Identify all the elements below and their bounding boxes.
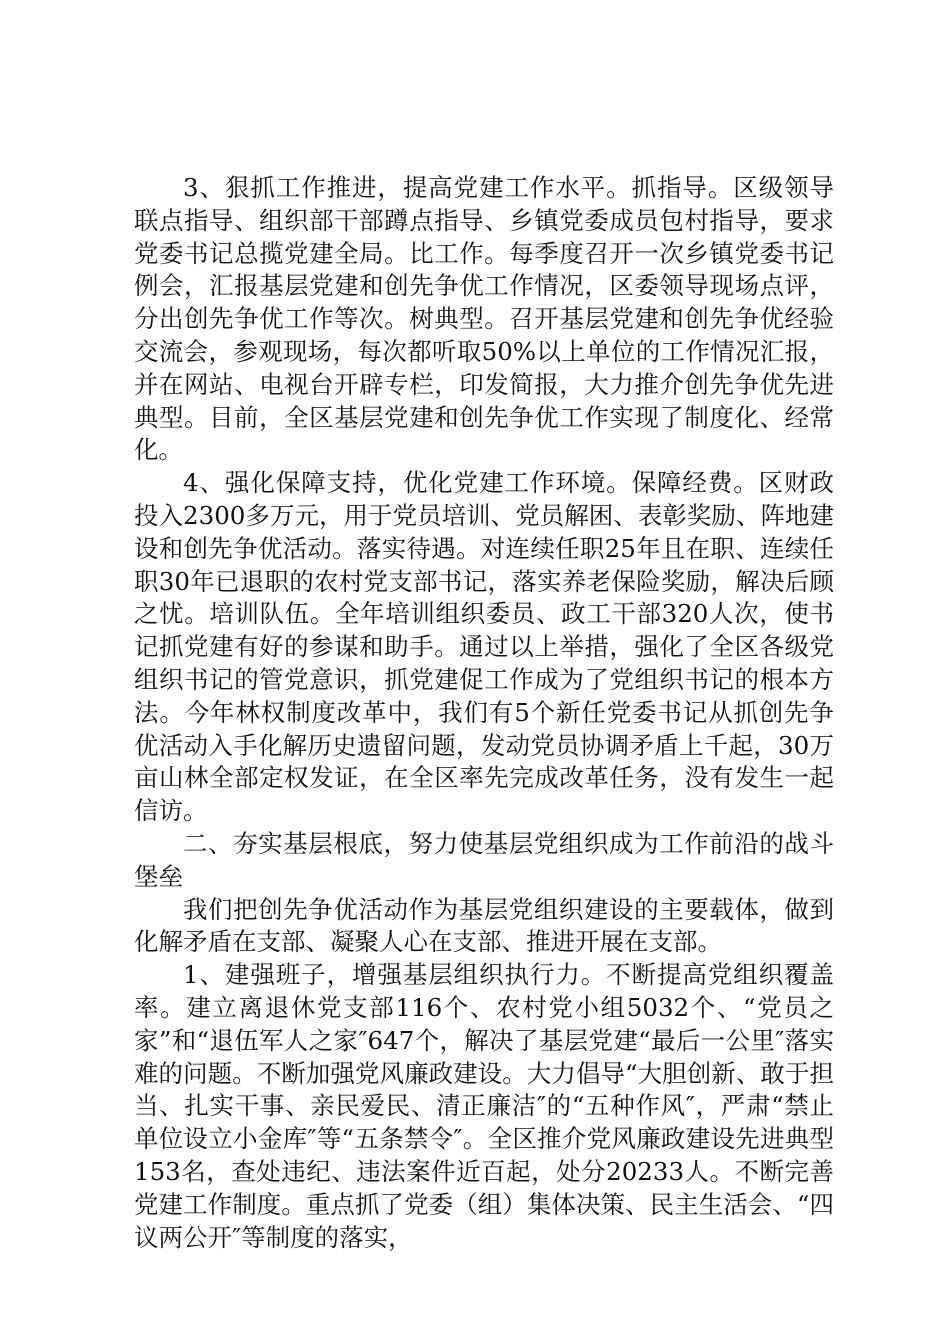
paragraph-carrier-intro: 我们把创先争优活动作为基层党组织建设的主要载体，做到化解矛盾在支部、凝聚人心在支部、推进开展在支部。: [134, 894, 834, 957]
paragraph-strengthen-teams: 1、建强班子，增强基层组织执行力。不断提高党组织覆盖率。建立离退休党支部116个、农村党小组5032个、“党员之家”和“退伍军人之家″647个，解决了基层党建“最后一公里″落实难的问题。不断加强党风廉政建设。大力倡导“大胆创新、敢于担当、扎实干事、亲民爱民、清正廉洁″的“五种作风″，严肃“禁止单位设立小金库″等“五条禁令″。全区推介党风廉政建设先进典型153名，查处违纪、违法案件近百起，处分20233人。不断完善党建工作制度。重点抓了党委（组）集体决策、民主生活会、“四议两公开″等制度的落实，: [134, 960, 834, 1252]
document-body: [134, 172, 834, 1254]
paragraph-support-guarantee: 4、强化保障支持，优化党建工作环境。保障经费。区财政投入2300多万元，用于党员培训、党员解困、表彰奖励、阵地建设和创先争优活动。落实待遇。对连续任职25年且在职、连续任职30年已退职的农村党支部书记，落实养老保险奖励，解决后顾之忧。培训队伍。全年培训组织委员、政工干部320人次，使书记抓党建有好的参谋和助手。通过以上举措，强化了全区各级党组织书记的管党意识，抓党建促工作成为了党组织书记的根本方法。今年林权制度改革中，我们有5个新任党委书记从抓创先争优活动入手化解历史遗留问题，发动党员协调矛盾上千起，30万亩山林全部定权发证，在全区率先完成改革任务，没有发生一起信访。: [134, 468, 834, 826]
paragraph-work-promotion: 3、狠抓工作推进，提高党建工作水平。抓指导。区级领导联点指导、组织部干部蹲点指导、乡镇党委成员包村指导，要求党委书记总揽党建全局。比工作。每季度召开一次乡镇党委书记例会，汇报基层党建和创先争优工作情况，区委领导现场点评，分出创先争优工作等次。树典型。召开基层党建和创先争优经验交流会，参观现场，每次都听取50%以上单位的工作情况汇报，并在网站、电视台开辟专栏，印发简报，大力推介创先争优先进典型。目前，全区基层党建和创先争优工作实现了制度化、经常化。: [134, 173, 834, 465]
section-heading-grassroots: 二、夯实基层根底，努力使基层党组织成为工作前沿的战斗堡垒: [134, 828, 834, 891]
